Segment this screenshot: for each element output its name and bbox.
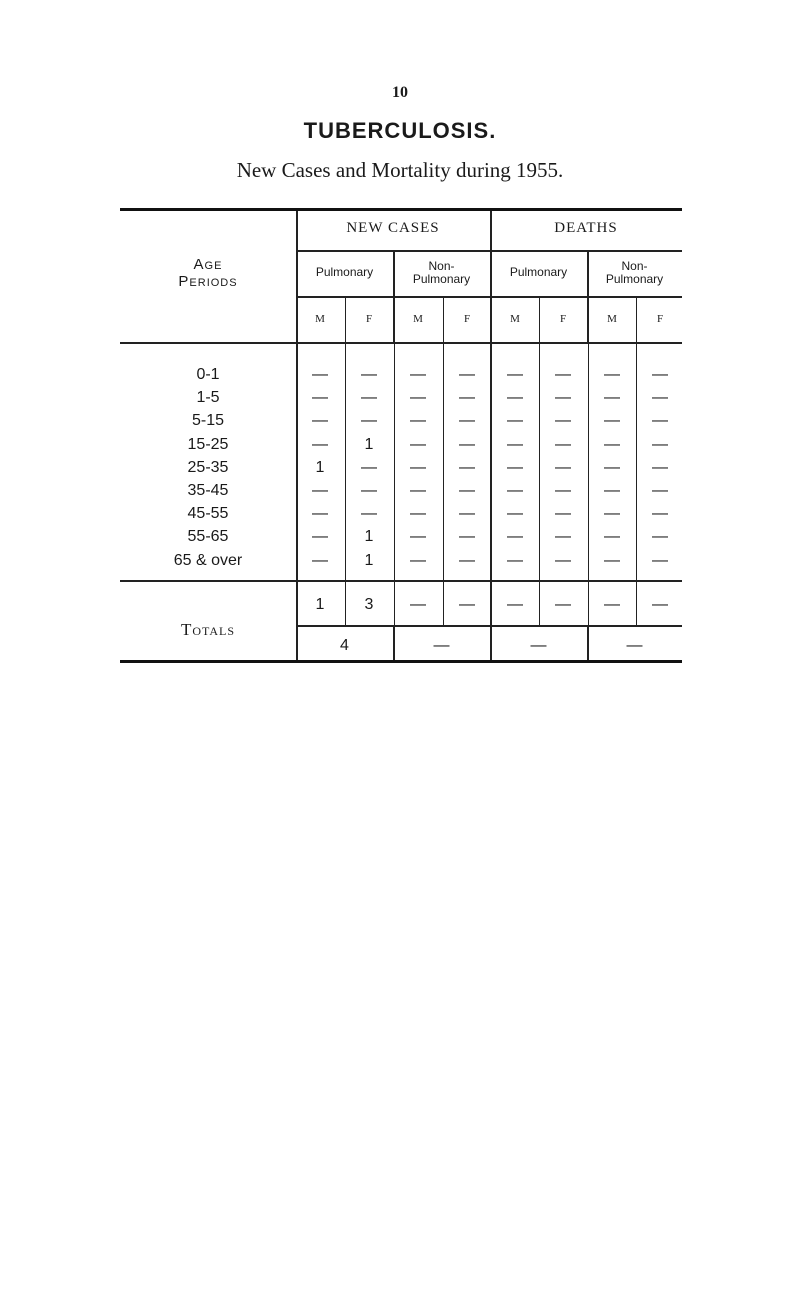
table-cell: —: [604, 412, 620, 430]
table-cell: —: [555, 458, 571, 476]
table-cell: —: [312, 528, 328, 546]
age-period-label: 35-45: [187, 482, 229, 499]
table-cell: —: [410, 482, 426, 499]
table-cell: —: [555, 366, 571, 383]
age-period-label: 0-1: [196, 366, 220, 383]
table-cell: —: [459, 435, 475, 453]
table-cell: —: [555, 505, 571, 523]
totals-cell: 3: [364, 596, 374, 613]
age-header: [120, 256, 296, 290]
group-header-new-cases: NEW CASES: [346, 220, 440, 236]
table-cell: —: [361, 412, 377, 430]
subgroup-header: Pulmonary: [509, 265, 568, 279]
table-cell: 1: [315, 458, 325, 476]
totals-cell: 1: [315, 596, 325, 613]
table-cell: —: [459, 505, 475, 523]
body-bottom-rule: [120, 580, 682, 582]
table-cell: —: [652, 458, 668, 476]
table-cell: —: [507, 482, 523, 499]
age-header-line2: Periods: [178, 273, 238, 290]
table-cell: —: [507, 505, 523, 523]
table-cell: —: [652, 482, 668, 499]
group-underline: [296, 250, 682, 252]
table-cell: —: [459, 458, 475, 476]
age-period-label: 55-65: [187, 528, 229, 546]
table-cell: 1: [364, 528, 374, 546]
totals-cell: —: [410, 596, 426, 613]
sex-header: M: [607, 313, 617, 325]
table-cell: —: [555, 389, 571, 407]
table-cell: —: [652, 366, 668, 383]
table-cell: —: [361, 482, 377, 499]
table-cell: —: [459, 551, 475, 569]
sex-header: F: [656, 313, 664, 325]
combined-total-cell: 4: [340, 637, 349, 654]
page-number: 10: [392, 84, 408, 101]
page-title: TUBERCULOSIS.: [303, 118, 497, 143]
table-cell: —: [507, 435, 523, 453]
table-cell: —: [459, 366, 475, 383]
combined-total-cell: —: [433, 637, 450, 654]
age-period-label: 45-55: [187, 505, 229, 523]
sex-header: M: [315, 313, 325, 325]
table-cell: —: [410, 435, 426, 453]
totals-cell: —: [604, 596, 620, 613]
table-cell: —: [652, 528, 668, 546]
table-bottom-rule: [120, 660, 682, 663]
table-cell: —: [555, 435, 571, 453]
subgroup-underline: [296, 296, 682, 298]
totals-cell: —: [652, 596, 668, 613]
subgroup-header: Non- Pulmonary: [412, 259, 471, 286]
sex-header: F: [463, 313, 471, 325]
table-cell: —: [410, 528, 426, 546]
totals-cell: —: [459, 596, 475, 613]
table-top-rule: [120, 208, 682, 211]
table-cell: —: [507, 551, 523, 569]
table-cell: —: [652, 505, 668, 523]
table-cell: —: [604, 482, 620, 499]
table-cell: —: [361, 366, 377, 383]
table-cell: —: [507, 389, 523, 407]
table-cell: —: [410, 366, 426, 383]
table-cell: —: [604, 458, 620, 476]
table-cell: —: [312, 435, 328, 453]
table-cell: —: [507, 412, 523, 430]
header-bottom-rule: [120, 342, 682, 344]
table-cell: —: [410, 389, 426, 407]
table-cell: 1: [364, 551, 374, 569]
table-cell: —: [604, 505, 620, 523]
table-cell: —: [410, 505, 426, 523]
page-subtitle: New Cases and Mortality during 1955.: [236, 158, 564, 182]
table-cell: —: [604, 551, 620, 569]
table-cell: —: [312, 482, 328, 499]
table-cell: —: [555, 482, 571, 499]
table-cell: —: [312, 505, 328, 523]
table-cell: —: [652, 435, 668, 453]
table-cell: —: [555, 528, 571, 546]
table-cell: —: [312, 366, 328, 383]
age-period-label: 15-25: [187, 435, 229, 453]
totals-cell: —: [555, 596, 571, 613]
table-cell: —: [604, 366, 620, 383]
table-cell: —: [604, 528, 620, 546]
table-cell: —: [507, 458, 523, 476]
table-cell: —: [361, 505, 377, 523]
sex-header: F: [365, 313, 373, 325]
table-cell: —: [312, 389, 328, 407]
group-header-deaths: DEATHS: [554, 220, 618, 236]
combined-total-cell: —: [530, 637, 547, 654]
table-cell: —: [459, 482, 475, 499]
totals-divider: [296, 625, 682, 627]
table-cell: 1: [364, 435, 374, 453]
combined-total-cell: —: [626, 637, 643, 654]
table-cell: —: [652, 551, 668, 569]
subgroup-header: Non- Pulmonary: [605, 259, 664, 286]
subgroup-header: Pulmonary: [315, 265, 374, 279]
age-header-line1: Age: [193, 256, 223, 273]
table-cell: —: [459, 389, 475, 407]
age-period-label: 65 & over: [173, 551, 243, 569]
age-period-label: 25-35: [187, 458, 229, 476]
table-cell: —: [410, 458, 426, 476]
table-cell: —: [604, 389, 620, 407]
table-cell: —: [459, 528, 475, 546]
table-cell: —: [361, 458, 377, 476]
sex-header: M: [510, 313, 520, 325]
table-cell: —: [507, 528, 523, 546]
totals-cell: —: [507, 596, 523, 613]
table-cell: —: [652, 389, 668, 407]
age-period-label: 1-5: [196, 389, 220, 407]
sex-header: M: [413, 313, 423, 325]
table-cell: —: [652, 412, 668, 430]
table-cell: —: [410, 551, 426, 569]
totals-label: Totals: [180, 620, 236, 639]
table-cell: —: [361, 389, 377, 407]
table-cell: —: [604, 435, 620, 453]
sex-header: F: [559, 313, 567, 325]
age-period-label: 5-15: [191, 412, 225, 430]
table-cell: —: [312, 412, 328, 430]
table-cell: —: [312, 551, 328, 569]
table-cell: —: [410, 412, 426, 430]
table-cell: —: [555, 551, 571, 569]
table-cell: —: [459, 412, 475, 430]
table-cell: —: [555, 412, 571, 430]
table-cell: —: [507, 366, 523, 383]
